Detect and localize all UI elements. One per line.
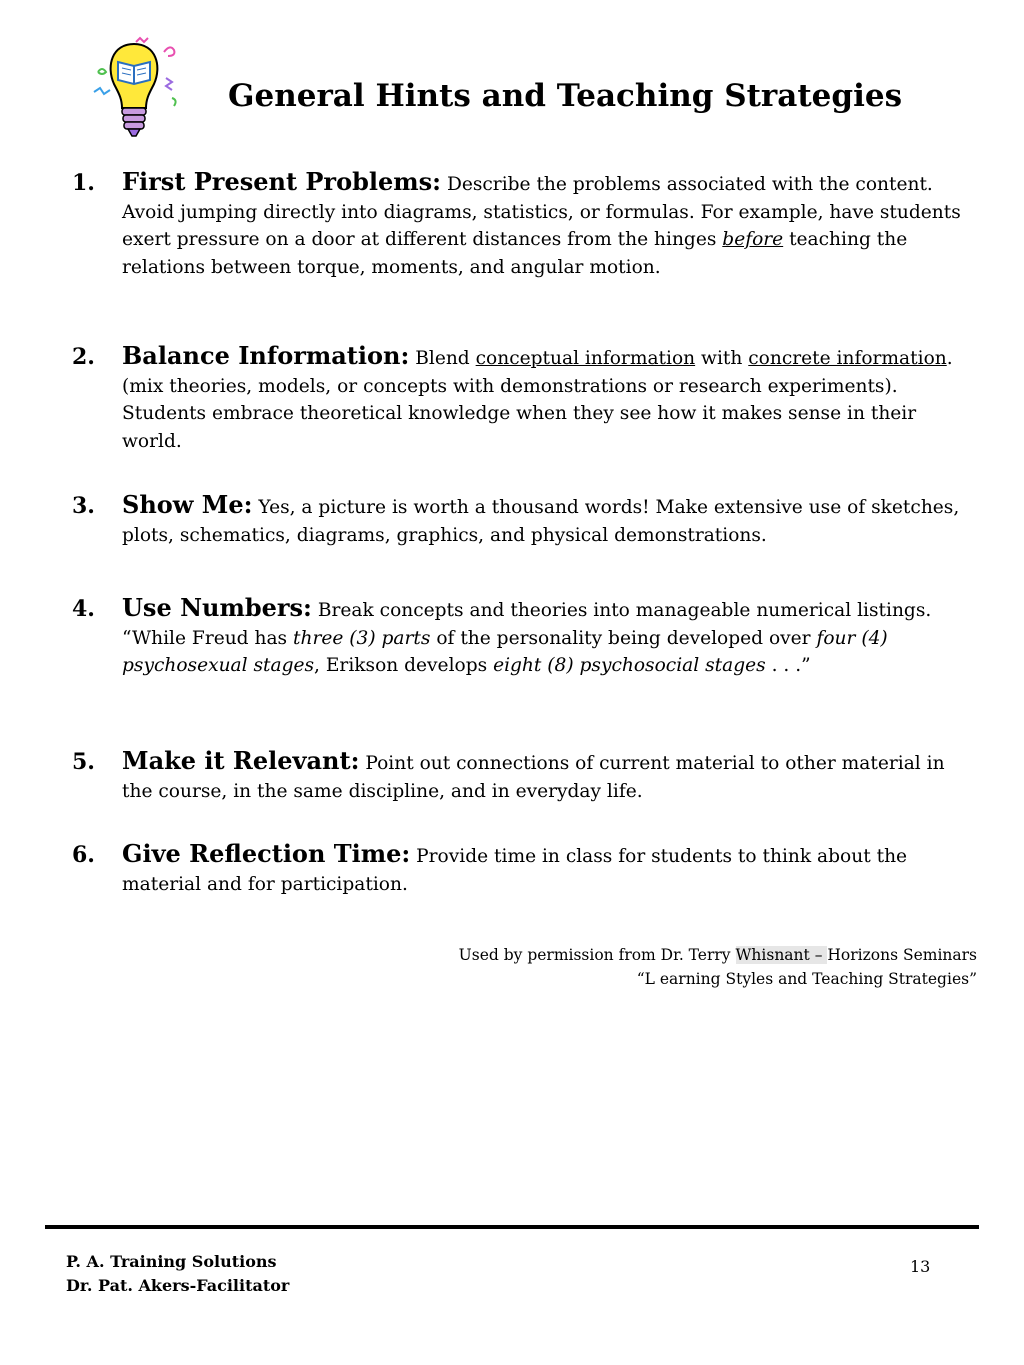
list-item-text: with [695,348,749,369]
list-item-body [122,594,977,680]
list-item-number: 4. [72,596,95,622]
footer-attribution [66,1250,289,1298]
list-item-text: of the personality being developed over [430,627,817,649]
lightbulb-book-icon [88,36,188,140]
list-item-text: eight (8) psychosocial stages [493,655,766,676]
credit-prefix: Used by permission from Dr. Terry [458,946,736,964]
list-item-text: Point out connections of current material to other material in the course, in the same discipline, and in everyday life. [122,753,945,802]
list-item-text: conceptual information [475,348,696,369]
list-item-heading: First Present Problems: [122,167,442,196]
list-item-text: , Erikson develops [314,655,494,676]
credit-line-1 [459,943,977,967]
page-title: General Hints and Teaching Strategies [228,78,903,114]
list-item-number: 5. [72,749,95,775]
credit-highlight: Whisnant – [735,946,828,964]
list-item-number: 2. [72,344,95,370]
list-item-text: Provide time in class for students to think about the material and for participation. [122,846,908,895]
credit-suffix: Horizons Seminars [827,946,977,964]
list-item-text: Break concepts and theories into manageable numerical listings. [311,600,932,621]
list-item-body [122,342,977,455]
list-item-text: . . .” [765,655,811,676]
list-item-body [122,840,977,898]
list-item-text: concrete information [748,348,947,369]
list-item-heading: Balance Information: [122,341,410,370]
list-item-body [122,491,977,549]
list-item-text: Describe the problems associated with the content. Avoid jumping directly into diagrams, statistics, or formulas. For example, have students exert pressure on a door at different distances from the hinges [122,174,961,250]
page-number: 13 [910,1257,931,1276]
list-item-number: 3. [72,493,95,519]
list-item-heading: Show Me: [122,490,253,519]
list-item-body [122,747,977,805]
credit-line-2: “L earning Styles and Teaching Strategies” [636,970,977,988]
list-item-text: before [722,229,784,250]
list-item-heading: Make it Relevant: [122,746,360,775]
list-item-heading: Use Numbers: [122,593,312,622]
footer-org: P. A. Training Solutions [66,1252,277,1271]
list-item-text: Yes, a picture is worth a thousand words! Make extensive use of sketches, plots, schematics, diagrams, graphics, and physical demonstrations. [122,497,960,546]
footer-facilitator: Dr. Pat. Akers-Facilitator [66,1276,290,1295]
list-item-text: . (mix theories, models, or concepts with demonstrations or research experiments). Students embrace theoretical knowledge when they see how it makes sense in their world. [122,348,953,452]
list-item-text: four (4) psychosexual stages [122,627,888,676]
permission-credit [459,943,977,991]
list-item-text: Blend [409,348,476,369]
list-item-text: teaching the relations between torque, moments, and angular motion. [122,229,908,278]
list-item-number: 1. [72,170,95,196]
list-item-heading: Give Reflection Time: [122,839,411,868]
list-item-body [122,168,977,281]
list-item-text: “While Freud has [122,627,294,649]
list-item-number: 6. [72,842,95,868]
footer-divider [45,1225,979,1229]
list-item-text: three (3) parts [293,627,431,649]
